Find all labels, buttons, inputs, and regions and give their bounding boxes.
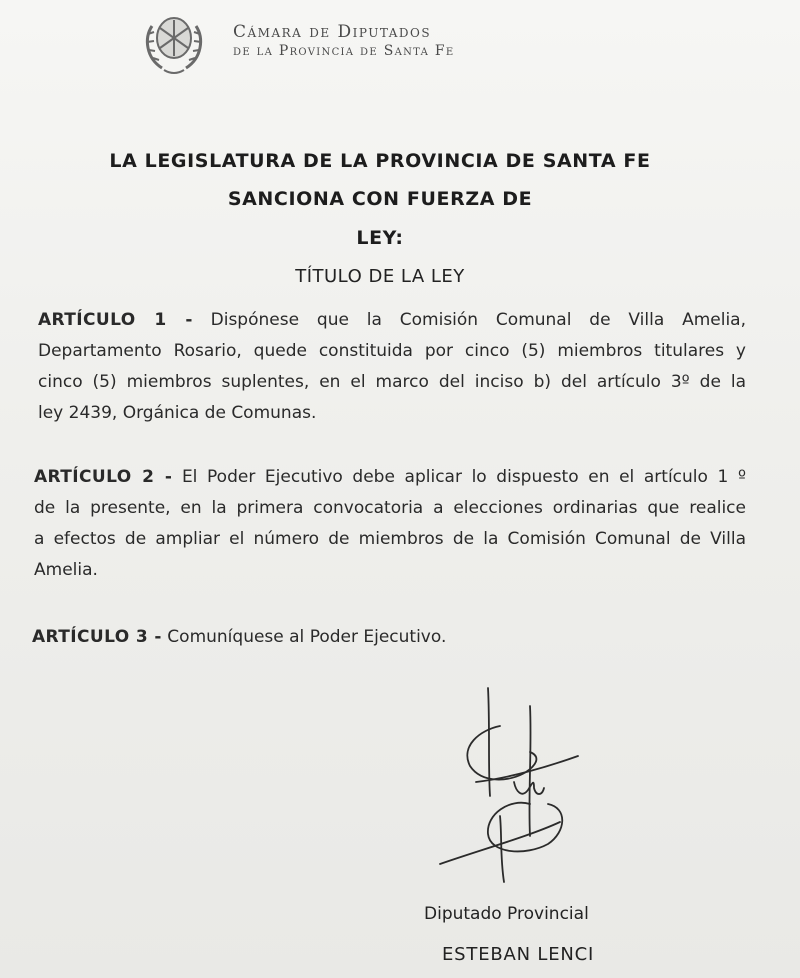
article-1-line-2: Departamento Rosario, quede constituida por cinco (5) miembros titulares y (38, 341, 746, 361)
article-2-label: ARTÍCULO 2 - (34, 467, 173, 487)
chamber-province: de la Provincia de Santa Fe (233, 43, 455, 59)
law-title: TÍTULO DE LA LEY (295, 266, 465, 287)
chamber-name: Cámara de Diputados (233, 22, 432, 42)
chamber-header (233, 22, 455, 60)
legislature-heading: LA LEGISLATURA DE LA PROVINCIA DE SANTA FE (109, 150, 651, 172)
article-3 (32, 622, 744, 653)
law-heading: LEY: (356, 227, 404, 249)
provincial-crest-icon (138, 8, 210, 78)
article-1-line-1: ARTÍCULO 1 - Dispónese que la Comisión Comunal de Villa Amelia, (38, 310, 746, 330)
article-1-line-3: cinco (5) miembros suplentes, en el marco del inciso b) del artículo 3º de la (38, 372, 746, 392)
article-3-label: ARTÍCULO 3 - (32, 627, 162, 647)
article-1-line-4: ley 2439, Orgánica de Comunas. (38, 403, 317, 423)
handwritten-signature (430, 686, 610, 886)
signer-name: ESTEBAN LENCI (442, 944, 595, 965)
article-2-line-3: a efectos de ampliar el número de miembros de la Comisión Comunal de Villa (34, 529, 746, 549)
article-2-line-1: ARTÍCULO 2 - El Poder Ejecutivo debe aplicar lo dispuesto en el artículo 1 º (34, 467, 746, 487)
article-1 (38, 305, 746, 429)
article-2-line-4: Amelia. (34, 560, 98, 580)
article-2-line-2: de la presente, en la primera convocatoria a elecciones ordinarias que realice (34, 498, 746, 518)
sanction-heading: SANCIONA CON FUERZA DE (227, 188, 533, 210)
article-3-line-1: ARTÍCULO 3 - Comuníquese al Poder Ejecutivo. (32, 627, 447, 647)
article-1-label: ARTÍCULO 1 - (38, 310, 193, 330)
signer-role: Diputado Provincial (424, 904, 589, 924)
article-2 (34, 462, 746, 586)
